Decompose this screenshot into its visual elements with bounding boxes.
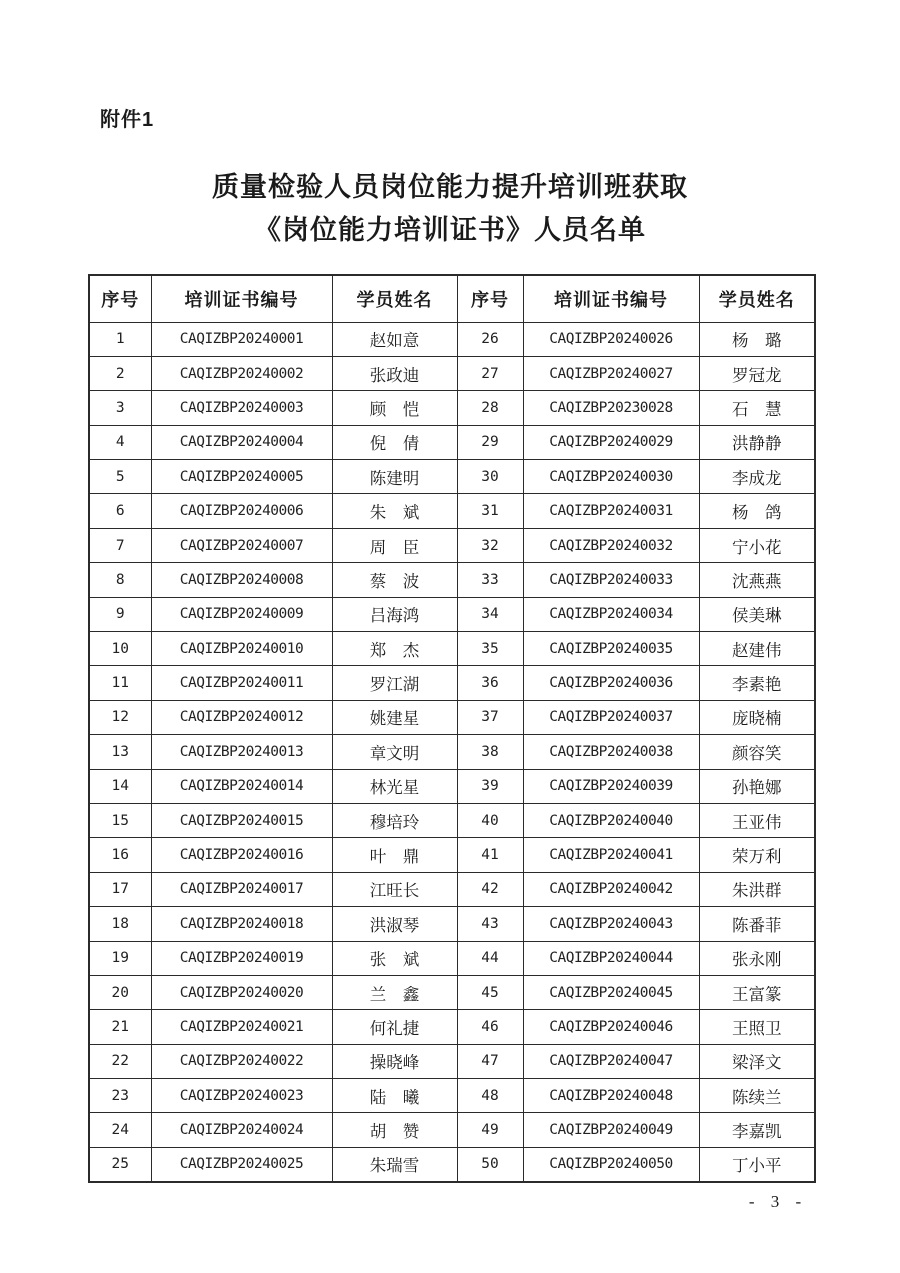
name-cell: 庞晓楠 <box>699 700 815 734</box>
index-cell: 32 <box>457 528 523 562</box>
table-row <box>89 735 815 769</box>
certificate-cell: CAQIZBP20240046 <box>523 1010 699 1044</box>
certificate-cell: CAQIZBP20240010 <box>151 632 332 666</box>
index-cell: 22 <box>89 1044 151 1078</box>
index-cell: 18 <box>89 907 151 941</box>
index-cell: 34 <box>457 597 523 631</box>
index-cell: 41 <box>457 838 523 872</box>
index-cell: 35 <box>457 632 523 666</box>
certificate-cell: CAQIZBP20240035 <box>523 632 699 666</box>
index-cell: 23 <box>89 1079 151 1113</box>
table-row <box>89 632 815 666</box>
certificate-cell: CAQIZBP20240042 <box>523 872 699 906</box>
table-row <box>89 838 815 872</box>
index-cell: 11 <box>89 666 151 700</box>
certificate-cell: CAQIZBP20240037 <box>523 700 699 734</box>
certificate-cell: CAQIZBP20240050 <box>523 1147 699 1181</box>
certificate-cell: CAQIZBP20240004 <box>151 425 332 459</box>
name-cell: 江旺长 <box>332 872 457 906</box>
certificate-cell: CAQIZBP20240040 <box>523 803 699 837</box>
certificate-cell: CAQIZBP20240015 <box>151 803 332 837</box>
index-cell: 13 <box>89 735 151 769</box>
name-cell: 吕海鸿 <box>332 597 457 631</box>
name-cell: 罗冠龙 <box>699 356 815 390</box>
name-cell: 何礼捷 <box>332 1010 457 1044</box>
certificate-cell: CAQIZBP20240013 <box>151 735 332 769</box>
name-cell: 孙艳娜 <box>699 769 815 803</box>
table-row <box>89 803 815 837</box>
index-cell: 45 <box>457 975 523 1009</box>
table-row <box>89 460 815 494</box>
name-cell: 郑 杰 <box>332 632 457 666</box>
table-row <box>89 1113 815 1147</box>
table-row <box>89 597 815 631</box>
name-cell: 朱 斌 <box>332 494 457 528</box>
certificate-cell: CAQIZBP20240020 <box>151 975 332 1009</box>
certificate-cell: CAQIZBP20240019 <box>151 941 332 975</box>
name-cell: 洪淑琴 <box>332 907 457 941</box>
index-cell: 24 <box>89 1113 151 1147</box>
index-cell: 7 <box>89 528 151 562</box>
certificate-cell: CAQIZBP20240014 <box>151 769 332 803</box>
name-cell: 洪静静 <box>699 425 815 459</box>
name-cell: 胡 赞 <box>332 1113 457 1147</box>
certificate-cell: CAQIZBP20240030 <box>523 460 699 494</box>
certificate-cell: CAQIZBP20240033 <box>523 563 699 597</box>
page-number: - 3 - <box>748 1192 808 1211</box>
name-cell: 宁小花 <box>699 528 815 562</box>
table-row <box>89 391 815 425</box>
certificate-cell: CAQIZBP20240038 <box>523 735 699 769</box>
certificate-cell: CAQIZBP20240008 <box>151 563 332 597</box>
index-cell: 16 <box>89 838 151 872</box>
index-cell: 36 <box>457 666 523 700</box>
index-cell: 4 <box>89 425 151 459</box>
name-cell: 朱瑞雪 <box>332 1147 457 1181</box>
certificate-cell: CAQIZBP20240023 <box>151 1079 332 1113</box>
table-row <box>89 1147 815 1181</box>
index-cell: 37 <box>457 700 523 734</box>
certificate-cell: CAQIZBP20240012 <box>151 700 332 734</box>
certificate-cell: CAQIZBP20240027 <box>523 356 699 390</box>
index-cell: 39 <box>457 769 523 803</box>
index-cell: 48 <box>457 1079 523 1113</box>
name-cell: 陈建明 <box>332 460 457 494</box>
certificate-cell: CAQIZBP20240016 <box>151 838 332 872</box>
index-cell: 30 <box>457 460 523 494</box>
index-cell: 6 <box>89 494 151 528</box>
certificate-cell: CAQIZBP20240018 <box>151 907 332 941</box>
name-cell: 杨 璐 <box>699 322 815 356</box>
name-cell: 操晓峰 <box>332 1044 457 1078</box>
certificate-cell: CAQIZBP20240039 <box>523 769 699 803</box>
name-cell: 李成龙 <box>699 460 815 494</box>
index-cell: 2 <box>89 356 151 390</box>
name-cell: 蔡 波 <box>332 563 457 597</box>
name-cell: 荣万利 <box>699 838 815 872</box>
index-cell: 44 <box>457 941 523 975</box>
index-cell: 29 <box>457 425 523 459</box>
name-cell: 顾 恺 <box>332 391 457 425</box>
index-cell: 28 <box>457 391 523 425</box>
index-cell: 15 <box>89 803 151 837</box>
index-cell: 26 <box>457 322 523 356</box>
index-cell: 46 <box>457 1010 523 1044</box>
document-title <box>0 166 900 252</box>
table-row <box>89 494 815 528</box>
index-cell: 9 <box>89 597 151 631</box>
certificate-cell: CAQIZBP20240005 <box>151 460 332 494</box>
certificate-cell: CAQIZBP20240048 <box>523 1079 699 1113</box>
name-cell: 李素艳 <box>699 666 815 700</box>
table-row <box>89 769 815 803</box>
index-cell: 33 <box>457 563 523 597</box>
certificate-cell: CAQIZBP20240032 <box>523 528 699 562</box>
index-cell: 17 <box>89 872 151 906</box>
name-cell: 王照卫 <box>699 1010 815 1044</box>
index-cell: 47 <box>457 1044 523 1078</box>
name-cell: 兰 鑫 <box>332 975 457 1009</box>
index-cell: 8 <box>89 563 151 597</box>
certificate-cell: CAQIZBP20240009 <box>151 597 332 631</box>
name-cell: 梁泽文 <box>699 1044 815 1078</box>
name-cell: 张 斌 <box>332 941 457 975</box>
table-row <box>89 700 815 734</box>
index-cell: 27 <box>457 356 523 390</box>
header-certificate-right: 培训证书编号 <box>523 275 699 322</box>
name-cell: 罗江湖 <box>332 666 457 700</box>
name-cell: 章文明 <box>332 735 457 769</box>
index-cell: 49 <box>457 1113 523 1147</box>
index-cell: 19 <box>89 941 151 975</box>
name-cell: 赵如意 <box>332 322 457 356</box>
header-certificate-left: 培训证书编号 <box>151 275 332 322</box>
index-cell: 12 <box>89 700 151 734</box>
name-cell: 侯美琳 <box>699 597 815 631</box>
name-cell: 陈续兰 <box>699 1079 815 1113</box>
index-cell: 50 <box>457 1147 523 1181</box>
table-row <box>89 322 815 356</box>
name-cell: 朱洪群 <box>699 872 815 906</box>
index-cell: 3 <box>89 391 151 425</box>
certificate-cell: CAQIZBP20240045 <box>523 975 699 1009</box>
table-row <box>89 907 815 941</box>
name-cell: 李嘉凯 <box>699 1113 815 1147</box>
index-cell: 10 <box>89 632 151 666</box>
certificate-cell: CAQIZBP20240034 <box>523 597 699 631</box>
index-cell: 31 <box>457 494 523 528</box>
name-cell: 姚建星 <box>332 700 457 734</box>
name-cell: 张永刚 <box>699 941 815 975</box>
header-name-right: 学员姓名 <box>699 275 815 322</box>
index-cell: 20 <box>89 975 151 1009</box>
table-header-row <box>89 275 815 322</box>
table-row <box>89 872 815 906</box>
index-cell: 43 <box>457 907 523 941</box>
certificate-cell: CAQIZBP20240044 <box>523 941 699 975</box>
certificate-cell: CAQIZBP20240006 <box>151 494 332 528</box>
table-row <box>89 1010 815 1044</box>
name-cell: 丁小平 <box>699 1147 815 1181</box>
table-row <box>89 425 815 459</box>
certificate-cell: CAQIZBP20240003 <box>151 391 332 425</box>
index-cell: 1 <box>89 322 151 356</box>
table-row <box>89 1079 815 1113</box>
name-cell: 沈燕燕 <box>699 563 815 597</box>
certificate-roster-table <box>88 274 816 1183</box>
document-title-line-2: 《岗位能力培训证书》人员名单 <box>254 215 646 245</box>
header-index-right: 序号 <box>457 275 523 322</box>
name-cell: 颜容笑 <box>699 735 815 769</box>
index-cell: 40 <box>457 803 523 837</box>
table-row <box>89 528 815 562</box>
certificate-cell: CAQIZBP20240049 <box>523 1113 699 1147</box>
header-name-left: 学员姓名 <box>332 275 457 322</box>
table-row <box>89 1044 815 1078</box>
certificate-cell: CAQIZBP20240011 <box>151 666 332 700</box>
table-row <box>89 356 815 390</box>
certificate-cell: CAQIZBP20240021 <box>151 1010 332 1044</box>
roster-table-body <box>89 322 815 1182</box>
document-title-line-1: 质量检验人员岗位能力提升培训班获取 <box>212 172 688 202</box>
name-cell: 赵建伟 <box>699 632 815 666</box>
name-cell: 王亚伟 <box>699 803 815 837</box>
table-row <box>89 941 815 975</box>
certificate-cell: CAQIZBP20240022 <box>151 1044 332 1078</box>
certificate-cell: CAQIZBP20240043 <box>523 907 699 941</box>
name-cell: 周 臣 <box>332 528 457 562</box>
certificate-cell: CAQIZBP20240031 <box>523 494 699 528</box>
name-cell: 陈番菲 <box>699 907 815 941</box>
name-cell: 穆培玲 <box>332 803 457 837</box>
index-cell: 21 <box>89 1010 151 1044</box>
certificate-cell: CAQIZBP20240024 <box>151 1113 332 1147</box>
table-row <box>89 666 815 700</box>
table-row <box>89 975 815 1009</box>
certificate-cell: CAQIZBP20240029 <box>523 425 699 459</box>
certificate-cell: CAQIZBP20240007 <box>151 528 332 562</box>
certificate-cell: CAQIZBP20230028 <box>523 391 699 425</box>
name-cell: 王富篆 <box>699 975 815 1009</box>
name-cell: 叶 鼎 <box>332 838 457 872</box>
name-cell: 陆 曦 <box>332 1079 457 1113</box>
certificate-cell: CAQIZBP20240047 <box>523 1044 699 1078</box>
name-cell: 林光星 <box>332 769 457 803</box>
name-cell: 倪 倩 <box>332 425 457 459</box>
table-row <box>89 563 815 597</box>
attachment-label: 附件1 <box>100 109 155 131</box>
certificate-cell: CAQIZBP20240026 <box>523 322 699 356</box>
certificate-cell: CAQIZBP20240001 <box>151 322 332 356</box>
certificate-cell: CAQIZBP20240017 <box>151 872 332 906</box>
certificate-cell: CAQIZBP20240041 <box>523 838 699 872</box>
certificate-cell: CAQIZBP20240036 <box>523 666 699 700</box>
name-cell: 石 慧 <box>699 391 815 425</box>
index-cell: 42 <box>457 872 523 906</box>
name-cell: 杨 鸽 <box>699 494 815 528</box>
name-cell: 张政迪 <box>332 356 457 390</box>
certificate-cell: CAQIZBP20240002 <box>151 356 332 390</box>
certificate-cell: CAQIZBP20240025 <box>151 1147 332 1181</box>
index-cell: 25 <box>89 1147 151 1181</box>
index-cell: 14 <box>89 769 151 803</box>
index-cell: 5 <box>89 460 151 494</box>
index-cell: 38 <box>457 735 523 769</box>
header-index-left: 序号 <box>89 275 151 322</box>
